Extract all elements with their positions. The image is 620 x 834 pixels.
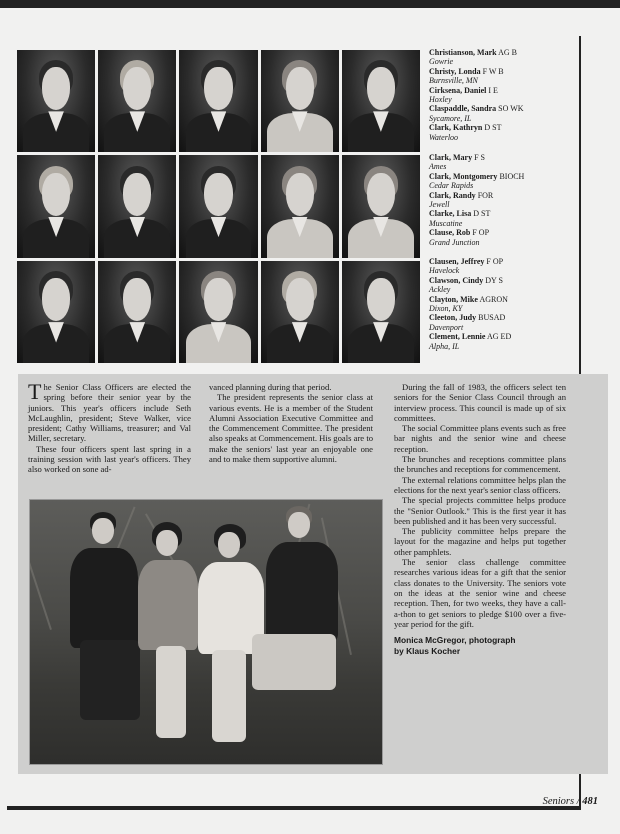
- article-column-1: [28, 379, 191, 475]
- article-paragraph: The publicity committee helps prepare the layout for the magazine and helps put together other pamphlets.: [394, 526, 566, 557]
- senior-name: Clement, Lennie: [429, 332, 486, 342]
- credit-line-1: Monica McGregor, photograph: [394, 635, 516, 646]
- senior-portrait: [98, 155, 176, 257]
- senior-hometown: Sycamore, IL: [429, 113, 472, 123]
- article-column-2: [209, 382, 373, 464]
- senior-name-entry: [429, 172, 579, 191]
- senior-name: Cleeton, Judy: [429, 313, 477, 323]
- senior-portrait: [261, 50, 339, 152]
- article-paragraph: vanced planning during that period.: [209, 382, 332, 392]
- senior-portrait: [179, 155, 257, 257]
- senior-portrait: [342, 155, 420, 257]
- credit-line-2: by Klaus Kocher: [394, 645, 461, 656]
- senior-hometown: Dixon, KY: [429, 304, 463, 314]
- senior-hometown: Burnsville, MN: [429, 76, 478, 86]
- senior-major: I E: [488, 85, 498, 95]
- senior-portrait: [17, 261, 95, 363]
- article-column-3: [394, 382, 566, 656]
- senior-hometown: Waterloo: [429, 132, 459, 142]
- senior-name: Clawson, Cindy: [429, 275, 484, 285]
- senior-hometown: Muscatine: [429, 218, 463, 228]
- senior-portrait: [98, 50, 176, 152]
- senior-name: Clark, Mary: [429, 153, 473, 162]
- senior-name-entry: [429, 276, 579, 295]
- senior-name: Clause, Rob: [429, 228, 471, 238]
- senior-major: BUSAD: [478, 313, 506, 323]
- senior-major: AG B: [498, 48, 518, 57]
- senior-name-entry: [429, 153, 579, 172]
- senior-major: F W B: [482, 66, 504, 76]
- drop-cap: T: [28, 379, 42, 404]
- senior-hometown: Davenport: [429, 322, 464, 332]
- page-bottom-rule: [7, 806, 579, 808]
- senior-portrait: [17, 155, 95, 257]
- article-paragraph: The social Committee plans events such as free bar nights and the senior wine and cheese reception.: [394, 423, 566, 454]
- senior-major: F OP: [472, 228, 490, 238]
- article-paragraph: The Senior Class Officers are elected the spring before their senior year by the juniors. This year's officers include Seth McLaughlin, president; Steve Walker, vice president; Cathy Williams, treasurer; and Val Miller, secretary.: [28, 379, 191, 444]
- senior-name-entry: [429, 313, 579, 332]
- article-paragraph: The president represents the senior class at various events. He is a member of the Student Alumni Association Executive Committee and the Commencement Committee. The president also speaks at Commencement. His goals are to make the seniors' last year an enjoyable one and to make them supportive alumni.: [209, 392, 373, 465]
- name-list-row-3: [429, 257, 579, 351]
- article-paragraph: These four officers spent last spring in a training session with last year's officers. They also worked on sone ad-: [28, 443, 191, 475]
- senior-portrait: [342, 50, 420, 152]
- senior-name: Clark, Montgomery: [429, 171, 498, 181]
- senior-portrait: [261, 155, 339, 257]
- senior-name-entry: [429, 295, 579, 314]
- page-number: 481: [582, 796, 598, 807]
- senior-name: Clausen, Jeffrey: [429, 257, 485, 266]
- senior-major: DY S: [485, 275, 503, 285]
- senior-name-entry: [429, 332, 579, 351]
- senior-portrait: [261, 261, 339, 363]
- senior-name-entry: [429, 104, 579, 123]
- senior-major: F S: [474, 153, 486, 162]
- senior-major: D ST: [473, 209, 491, 219]
- senior-portrait: [17, 50, 95, 152]
- senior-name: Christy, Londa: [429, 66, 481, 76]
- senior-major: AG ED: [487, 332, 512, 342]
- senior-hometown: Jewell: [429, 200, 450, 210]
- senior-hometown: Havelock: [429, 266, 460, 276]
- senior-name-entry: [429, 209, 579, 228]
- senior-name-entry: [429, 123, 579, 142]
- senior-name-entry: [429, 48, 579, 67]
- senior-major: D ST: [484, 123, 502, 133]
- senior-portrait: [98, 261, 176, 363]
- senior-hometown: Gowrie: [429, 57, 453, 67]
- article-paragraph: The senior class challenge committee researches various ideas for a gift that the senior class donates to the University. The seniors vote on the ideas at the senior wine and cheese reception. Then, for two weeks, they have a call-a-thon to get seniors to pledge $100 over a five-year period for the gift.: [394, 557, 566, 629]
- article-paragraph: The special projects committee helps produce the "Senior Outlook." This is the first year it has been published and it has been very successful.: [394, 495, 566, 526]
- senior-hometown: Cedar Rapids: [429, 181, 474, 191]
- senior-name: Clark, Randy: [429, 190, 476, 200]
- senior-name: Claspaddle, Sandra: [429, 104, 497, 114]
- senior-major: F OP: [486, 257, 504, 266]
- top-edge-bar: [0, 0, 620, 8]
- senior-major: FOR: [477, 190, 494, 200]
- senior-name: Clark, Kathryn: [429, 123, 483, 133]
- senior-portrait: [342, 261, 420, 363]
- article-paragraph: The external relations committee helps plan the elections for the next year's senior class officers.: [394, 474, 566, 495]
- senior-hometown: Hoxley: [429, 95, 452, 105]
- senior-name: Clayton, Mike: [429, 294, 478, 304]
- senior-name: Cirksena, Daniel: [429, 85, 487, 95]
- article-paragraph: During the fall of 1983, the officers select ten seniors for the Senior Class Council through an interview process. This council is made up of six committees.: [394, 382, 566, 423]
- senior-hometown: Ames: [429, 162, 447, 172]
- senior-major: BIOCH: [499, 171, 525, 181]
- senior-name: Clarke, Lisa: [429, 209, 472, 219]
- article-paragraph: The brunches and receptions committee plans the brunches and receptions for commencement.: [394, 454, 566, 475]
- senior-hometown: Alpha, IL: [429, 341, 460, 351]
- senior-name-entry: [429, 191, 579, 210]
- senior-name-entry: [429, 257, 579, 276]
- senior-name-entry: [429, 67, 579, 86]
- name-list-row-1: [429, 48, 579, 142]
- senior-class-officers-photo: [29, 499, 383, 765]
- section-label: Seniors /: [542, 796, 580, 807]
- photo-credit: [394, 635, 566, 656]
- senior-name-entry: [429, 86, 579, 105]
- senior-major: AGRON: [479, 294, 508, 304]
- senior-hometown: Ackley: [429, 285, 451, 295]
- name-list-row-2: [429, 153, 579, 247]
- senior-name-entry: [429, 228, 579, 247]
- senior-hometown: Grand Junction: [429, 237, 480, 247]
- senior-portrait-grid: [17, 50, 420, 363]
- senior-portrait: [179, 50, 257, 152]
- page-footer: [543, 796, 598, 807]
- senior-name: Christianson, Mark: [429, 48, 497, 57]
- senior-portrait: [179, 261, 257, 363]
- senior-major: SO WK: [498, 104, 524, 114]
